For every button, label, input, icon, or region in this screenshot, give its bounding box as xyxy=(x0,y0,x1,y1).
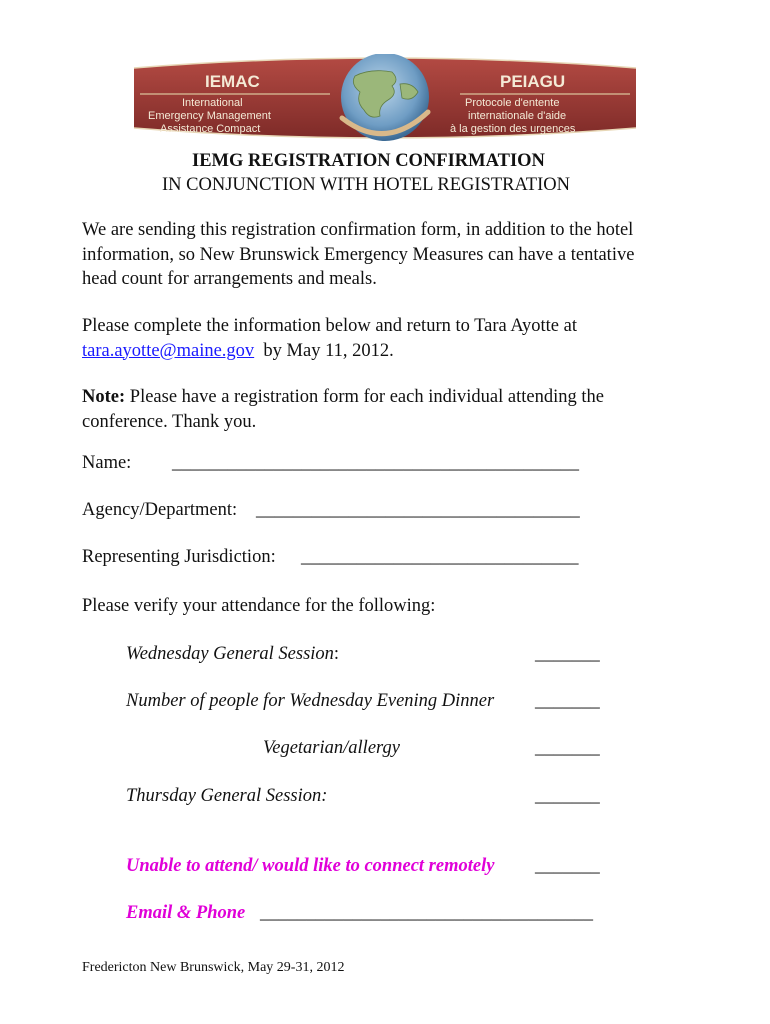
name-field[interactable]: ____________________________________________ xyxy=(172,453,579,473)
intro-line-1: We are sending this registration confirmation form, in addition to the hotel xyxy=(82,220,634,240)
note-paragraph xyxy=(82,385,702,434)
note-label: Note: xyxy=(82,387,126,407)
banner-right-line-1: Protocole d'entente xyxy=(465,97,560,109)
banner-left-line-2: Emergency Management xyxy=(148,110,271,122)
wednesday-session-colon: : xyxy=(333,644,340,664)
note-line-2: conference. Thank you. xyxy=(82,411,257,432)
email-phone-label: Email & Phone xyxy=(126,903,246,923)
email-phone-field[interactable]: ____________________________________ xyxy=(260,903,593,923)
attendance-intro: Please verify your attendance for the following: xyxy=(82,596,436,616)
banner-right-title: PEIAGU xyxy=(500,72,566,91)
iemac-peiagu-banner xyxy=(130,54,640,141)
remote-attendance-field[interactable]: _______ xyxy=(535,856,600,876)
vegetarian-allergy-field[interactable]: _______ xyxy=(535,738,600,758)
intro-line-3: head count for arrangements and meals. xyxy=(82,269,377,289)
instructions-line-1: Please complete the information below and return to Tara Ayotte at xyxy=(82,316,577,336)
note-text: Please have a registration form for each individual attending the xyxy=(125,387,604,407)
dinner-count-label: Number of people for Wednesday Evening Dinner xyxy=(126,691,495,711)
name-label: Name: xyxy=(82,453,132,473)
dinner-count-field[interactable]: _______ xyxy=(535,691,600,711)
vegetarian-allergy-label: Vegetarian/allergy xyxy=(263,738,401,758)
remote-attendance-label: Unable to attend/ would like to connect remotely xyxy=(126,856,495,876)
jurisdiction-label: Representing Jurisdiction: xyxy=(82,547,276,567)
thursday-session-label: Thursday General Session: xyxy=(126,786,328,806)
wednesday-session-field[interactable]: _______ xyxy=(535,644,600,664)
thursday-session-field[interactable]: _______ xyxy=(535,786,600,806)
intro-paragraph xyxy=(82,218,702,292)
instructions-deadline: by May 11, 2012. xyxy=(254,340,394,361)
jurisdiction-field[interactable]: ______________________________ xyxy=(301,547,579,567)
instructions-paragraph xyxy=(82,314,702,363)
page-subtitle: IN CONJUNCTION WITH HOTEL REGISTRATION xyxy=(162,175,570,195)
page-title: IEMG REGISTRATION CONFIRMATION xyxy=(192,151,545,171)
intro-line-2: information, so New Brunswick Emergency Measures can have a tentative xyxy=(82,244,635,265)
banner-left-title: IEMAC xyxy=(205,72,260,91)
agency-field[interactable]: ___________________________________ xyxy=(256,500,580,520)
wednesday-session-label: Wednesday General Session xyxy=(126,644,334,664)
banner-right-line-3: à la gestion des urgences xyxy=(450,123,576,135)
contact-email-link[interactable]: tara.ayotte@maine.gov xyxy=(82,340,255,361)
banner-right-line-2: internationale d'aide xyxy=(468,110,567,122)
banner-left-line-1: International xyxy=(182,97,243,109)
page-footer: Fredericton New Brunswick, May 29-31, 2012 xyxy=(82,960,345,975)
wednesday-session-row xyxy=(126,642,339,666)
banner-left-line-3: Assistance Compact xyxy=(160,123,261,135)
agency-label: Agency/Department: xyxy=(82,500,238,520)
